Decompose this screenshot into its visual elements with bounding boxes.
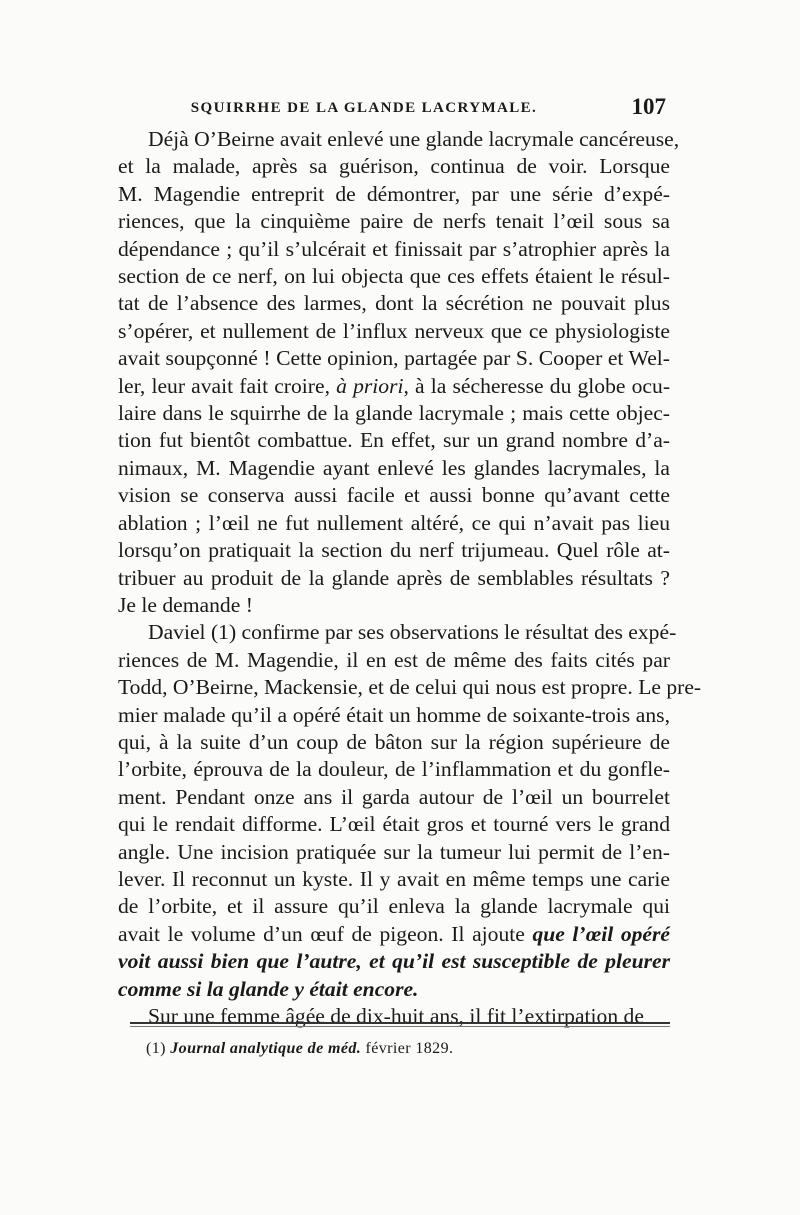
text-line: de l’orbite, et il assure qu’il enleva la glande lacrymale qui	[118, 894, 670, 919]
text-line: ment. Pendant onze ans il garda autour de l’œil un bourrelet	[118, 784, 670, 809]
footnote-rule-thin	[130, 1026, 670, 1027]
italic-text: que l’œil opéré	[532, 921, 670, 946]
text-line: dépendance ; qu’il s’ulcérait et finissait par s’atrophier après la	[118, 236, 670, 261]
footnote-marker: (1)	[146, 1040, 166, 1057]
text-line: avait soupçonné ! Cette opinion, partagée par S. Cooper et Wel-	[118, 346, 670, 371]
text-line: angle. Une incision pratiquée sur la tumeur lui permit de l’en-	[118, 839, 670, 864]
footnote	[146, 1040, 453, 1058]
text-line: ler, leur avait fait croire, à priori, à la sécheresse du globe ocu-	[118, 373, 671, 398]
text-line: mier malade qu’il a opéré était un homme de soixante-trois ans,	[118, 702, 670, 727]
text-line: riences de M. Magendie, il en est de même des faits cités par	[118, 647, 670, 672]
text-line: Je le demande !	[118, 592, 253, 617]
paragraph	[118, 126, 680, 619]
text-line: section de ce nerf, on lui objecta que ces effets étaient le résul-	[118, 264, 670, 289]
text-line: Daviel (1) confirme par ses observations le résultat des expé-	[148, 620, 677, 645]
text-line	[118, 948, 670, 975]
text-line: et la malade, après sa guérison, continua de voir. Lorsque	[118, 154, 670, 179]
page-header	[118, 96, 670, 126]
footnote-source: Journal analytique de méd.	[170, 1040, 362, 1057]
text-line: nimaux, M. Magendie ayant enlevé les glandes lacrymales, la	[118, 455, 670, 480]
italic-text: voit aussi bien que l’autre, et qu’il est susceptible de pleurer	[118, 949, 670, 974]
text-line: Sur une femme âgée de dix-huit ans, il fit l’extirpation de	[148, 1004, 644, 1028]
text-line: tat de l’absence des larmes, dont la sécrétion ne pouvait plus	[118, 291, 670, 316]
text-line: riences, que la cinquième paire de nerfs tenait l’œil sous sa	[118, 209, 670, 234]
text-line	[118, 976, 670, 1003]
text-line: tion fut bientôt combattue. En effet, sur un grand nombre d’a-	[118, 428, 670, 453]
text-line: lever. Il reconnut un kyste. Il y avait en même temps une carie	[118, 866, 670, 891]
footnote-date: février 1829.	[365, 1040, 454, 1057]
text-line: laire dans le squirrhe de la glande lacrymale ; mais cette objec-	[118, 401, 670, 426]
text-line: ablation ; l’œil ne fut nullement altéré, ce qui n’avait pas lieu	[118, 510, 670, 535]
page-number: 107	[631, 94, 666, 119]
body-text	[118, 126, 702, 1030]
text-line: tribuer au produit de la glande après de semblables résultats ?	[118, 565, 670, 590]
italic-text: comme si la glande y était encore.	[118, 976, 419, 1001]
text-line: qui, à la suite d’un coup de bâton sur la région supérieure de	[118, 729, 670, 754]
text-line: avait le volume d’un œuf de pigeon. Il ajoute que l’œil opéré	[118, 921, 670, 946]
text-line: s’opérer, et nullement de l’influx nerveux que ce physiologiste	[118, 318, 670, 343]
text-line: M. Magendie entreprit de démontrer, par une série d’expé-	[118, 181, 670, 206]
text-line: vision se conserva aussi facile et aussi bonne qu’avant cette	[118, 483, 670, 508]
italic-text: à priori	[336, 373, 404, 398]
text-line: lorsqu’on pratiquait la section du nerf trijumeau. Quel rôle at-	[118, 538, 670, 563]
text-line: qui le rendait difforme. L’œil était gros et tourné vers le grand	[118, 812, 670, 837]
text-line: Déjà O’Beirne avait enlevé une glande lacrymale cancéreuse,	[148, 127, 680, 151]
text-line: l’orbite, éprouva de la douleur, de l’inflammation et du gonfle-	[118, 757, 670, 782]
paragraph	[118, 619, 702, 1003]
footnote-rule	[130, 1022, 670, 1024]
running-title: SQUIRRHE DE LA GLANDE LACRYMALE.	[190, 100, 538, 116]
text-line: Todd, O’Beirne, Mackensie, et de celui qui nous est propre. Le pre-	[118, 675, 702, 700]
